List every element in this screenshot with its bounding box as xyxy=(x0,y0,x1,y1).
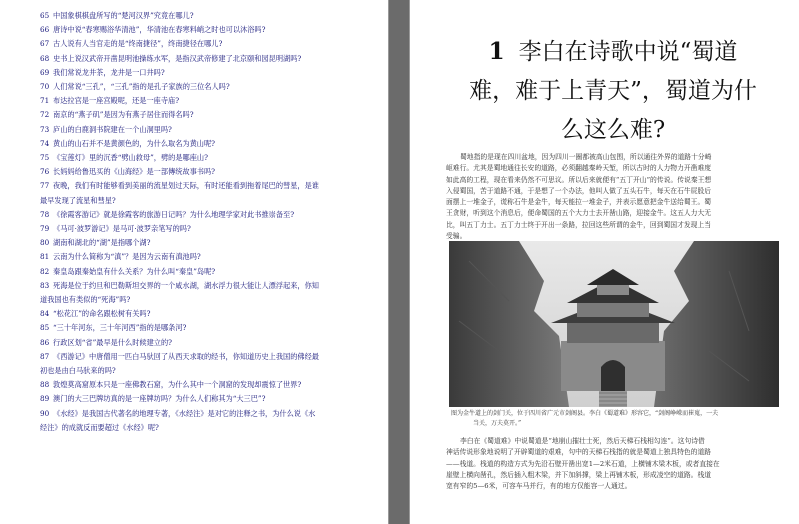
toc-item[interactable] xyxy=(30,80,376,94)
toc-item-number: 79 xyxy=(40,224,50,234)
chapter-number: 1 xyxy=(488,38,505,65)
toc-item[interactable] xyxy=(30,37,376,51)
toc-item-title: 死海是位于约旦和巴勒斯坦交界的一个咸水湖，湖水浮力很大能让人漂浮起来，你知 xyxy=(53,280,319,290)
toc-item[interactable] xyxy=(30,23,376,37)
toc-item-continuation[interactable]: 经注》的成就反而要超过《水经》呢? xyxy=(40,422,159,432)
toc-item[interactable] xyxy=(30,392,376,406)
toc-item-title: 《宝莲灯》里的沉香“劈山救母”，劈的是哪座山? xyxy=(53,153,208,163)
toc-item-number: 68 xyxy=(40,53,50,63)
toc-item-number: 84 xyxy=(40,309,50,319)
text-line: 神话传说形象地说明了开辟蜀道的艰难，句中的天梯石栈指的就是蜀道上独具特色的道路 xyxy=(446,448,712,457)
text-line: 如此高的工程，现在看来仍然不可思议。所以后来就便有“五丁开山”的传说。传说秦王想 xyxy=(446,175,712,184)
toc-item-title: 庐山的白鹿洞书院建在一个山洞里吗? xyxy=(53,124,172,134)
paragraph-1 xyxy=(446,152,778,242)
toc-item-title: 《徐霞客游记》就是徐霞客的旅游日记吗？为什么地理学家对此书推崇备至? xyxy=(53,209,295,219)
toc-item-number: 72 xyxy=(40,110,50,120)
text-line: ——栈道。栈道的构造方式为先沿石壁开凿出宽1—2米石道，上横铺木梁木板，或者直接在 xyxy=(446,459,720,468)
toc-item-title: 行政区划“省”最早是什么时候建立的? xyxy=(53,337,173,347)
toc-item[interactable] xyxy=(30,137,376,151)
toc-item-title: 人们常说“三孔”，“三孔”指的是孔子家族的三位名人吗? xyxy=(53,82,230,92)
toc-item-number: 70 xyxy=(40,82,50,92)
toc-item-number: 87 xyxy=(40,351,50,361)
toc-item[interactable] xyxy=(30,9,376,23)
toc-item-title: 古人说有人当官走的是“终南捷径”，终南捷径在哪儿? xyxy=(53,39,223,49)
toc-item-title: 布达拉宫是一座宫殿呢，还是一座寺庙? xyxy=(53,96,180,106)
toc-item[interactable] xyxy=(30,208,376,222)
toc-item-number: 78 xyxy=(40,209,50,219)
toc-item-number: 75 xyxy=(40,153,50,163)
toc-item-title: 云南为什么简称为“滇”？是因为云南有滇池吗? xyxy=(53,252,201,262)
toc-item-title: 秦皇岛跟秦始皇有什么关系？为什么叫“秦皇”岛呢? xyxy=(53,266,216,276)
toc-item[interactable] xyxy=(30,236,376,250)
toc-item-title: 长妈妈给鲁迅买的《山海经》是一部傳统故事书吗? xyxy=(53,167,215,177)
caption-line: 图为金牛道上的剑门关，位于四川省广元市剑阁县。李白《蜀道难》形容它，“剑阁峥嵘而崔嵬，一夫 xyxy=(451,410,719,417)
text-line: 比，叫五丁力士。五丁力士终于开出一条路，拉回这些所谓的金牛，回到蜀国才发现上当 xyxy=(446,220,712,229)
chapter-title-line: 么这么难? xyxy=(560,117,666,143)
toc-item[interactable] xyxy=(30,66,376,80)
caption-line: 当关，万夫莫开。” xyxy=(473,419,522,427)
toc-item-title: 我们常说龙井茶，龙井是一口井吗? xyxy=(53,67,165,77)
toc-item-number: 73 xyxy=(40,124,50,134)
photo-caption xyxy=(451,409,777,428)
toc-item[interactable] xyxy=(30,151,376,165)
text-line: 蜀地指的是现在四川盆地，因为四川一圈都被高山包围，所以通往外界的道路十分崎 xyxy=(460,153,712,161)
toc-item[interactable] xyxy=(30,108,376,122)
text-line: 李白在《蜀道难》中说蜀道是“地崩山摧壮士死，然后天梯石栈相勾连”。这句诗借 xyxy=(460,437,705,445)
toc-item[interactable] xyxy=(30,265,376,279)
table-of-contents xyxy=(30,9,376,435)
toc-item-title: 澳门的大三巴牌坊真的是一座牌坊吗？为什么人们称其为“大三巴”? xyxy=(53,394,266,404)
chapter-title-line: 难，难于上青天”，蜀道为什 xyxy=(469,78,757,104)
text-line: 受骗。 xyxy=(446,232,467,241)
toc-item-title: 黄山的山石并不是黄颜色的，为什么取名为黄山呢? xyxy=(53,138,215,148)
toc-item[interactable] xyxy=(30,123,376,137)
toc-item[interactable] xyxy=(30,52,376,66)
toc-item-number: 88 xyxy=(40,380,50,390)
toc-item-title: 湖南和湖北的“湖”是指哪个湖? xyxy=(53,238,151,248)
toc-item-title: 《马可·波罗游记》是马可·波罗亲笔写的吗? xyxy=(53,224,191,234)
chapter-title-line: 李白在诗歌中说“蜀道 xyxy=(518,39,738,65)
toc-item-number: 67 xyxy=(40,39,50,49)
toc-item-number: 82 xyxy=(40,266,50,276)
left-page xyxy=(0,0,389,524)
toc-item-title: 中国象棋棋盘所写的“楚河汉界”究竟在哪儿? xyxy=(53,11,194,20)
toc-item[interactable] xyxy=(30,94,376,108)
toc-item-number: 69 xyxy=(40,67,50,77)
chapter-title xyxy=(448,32,778,150)
toc-item-title: 史书上说汉武帝开凿昆明池操练水军，是指汉武帝修建了北京颐和园昆明湖吗? xyxy=(53,53,302,63)
toc-item-number: 66 xyxy=(40,25,50,35)
text-line: 岖难行。尤其是蜀地通往长安的道路，必须翻越秦岭天堑，所以古时的人力物力开凿难度 xyxy=(446,164,712,173)
toc-item-number: 71 xyxy=(40,96,50,106)
toc-item-title: 唐诗中说“春寒赐浴华清池”，华清池在春寒料峭之时也可以沐浴吗? xyxy=(53,25,266,35)
text-line: 王贪财，听到这个消息后，便命蜀国的五个大力士去开凿山路，迎接金牛。这五人力大无 xyxy=(446,209,712,218)
toc-item-title: 《西游记》中唐僧用一匹白马驮回了从西天求取的经书，你知道历史上我国的佛经最 xyxy=(53,351,319,361)
toc-item-number: 76 xyxy=(40,167,50,177)
photo-illustration xyxy=(449,241,779,407)
toc-item-continuation[interactable]: 最早发现了流星和彗星? xyxy=(40,195,116,205)
toc-item-title: “松花江”的命名跟松树有关吗? xyxy=(53,309,151,319)
toc-item-number: 85 xyxy=(40,323,50,333)
toc-item[interactable] xyxy=(30,222,376,236)
toc-item-continuation[interactable]: 道我国也有类似的“死海”吗? xyxy=(40,295,131,305)
text-line: 宽有窄的5—6米，可容车马并行，有的地方仅能容一人通过。 xyxy=(446,482,632,491)
toc-item-title: 夜晚，我们有时能够看到美丽的流星划过天际，有时还能看到拖着尾巴的彗星，是谁 xyxy=(53,181,319,191)
toc-item[interactable] xyxy=(30,250,376,264)
toc-item[interactable] xyxy=(30,407,376,421)
toc-item[interactable] xyxy=(30,279,376,293)
toc-item-title: “三十年河东，三十年河西”指的是哪条河? xyxy=(53,323,187,333)
paragraph-2 xyxy=(446,436,778,492)
text-line: 入侵蜀国，苦于道路不通，于是想了一个办法，他叫人做了五头石牛，每天在石牛屁股后 xyxy=(446,186,712,195)
toc-item-title: 南京的“燕子矶”是因为有燕子居住而得名吗? xyxy=(53,110,194,120)
toc-item-number: 90 xyxy=(40,408,50,418)
toc-item-number: 80 xyxy=(40,238,50,248)
toc-item[interactable] xyxy=(30,336,376,350)
toc-item[interactable] xyxy=(30,307,376,321)
toc-item-number: 83 xyxy=(40,280,50,290)
toc-item-number: 81 xyxy=(40,252,50,262)
toc-item-number: 77 xyxy=(40,181,50,191)
toc-item-continuation[interactable]: 初也是由白马驮来的吗? xyxy=(40,366,116,376)
toc-item-number: 86 xyxy=(40,337,50,347)
text-line: 崖壁上横向凿孔，然后插入粗木梁，并下加斜撑，梁上再铺木板，形成凌空的道路。栈道 xyxy=(446,470,712,479)
toc-item[interactable] xyxy=(30,350,376,364)
toc-item[interactable] xyxy=(30,165,376,179)
toc-item[interactable] xyxy=(30,321,376,335)
toc-item-title: 敦煌莫高窟原本只是一座佛教石窟，为什么其中一个洞窟的发现却震惊了世界? xyxy=(53,380,302,390)
text-line: 面摆上一堆金子，谎称石牛是金牛，每天能拉一堆金子，并表示愿意把金牛送给蜀王。蜀 xyxy=(446,198,712,207)
toc-item-number: 65 xyxy=(40,11,50,20)
toc-item[interactable] xyxy=(30,179,376,193)
toc-item[interactable] xyxy=(30,378,376,392)
toc-item-number: 74 xyxy=(40,138,50,148)
jianmen-pass-photo xyxy=(449,241,779,407)
toc-item-title: 《水经》是我国古代著名的地理专著，《水经注》是对它的注释之书，为什么说《水 xyxy=(53,408,316,418)
toc-item-number: 89 xyxy=(40,394,50,404)
